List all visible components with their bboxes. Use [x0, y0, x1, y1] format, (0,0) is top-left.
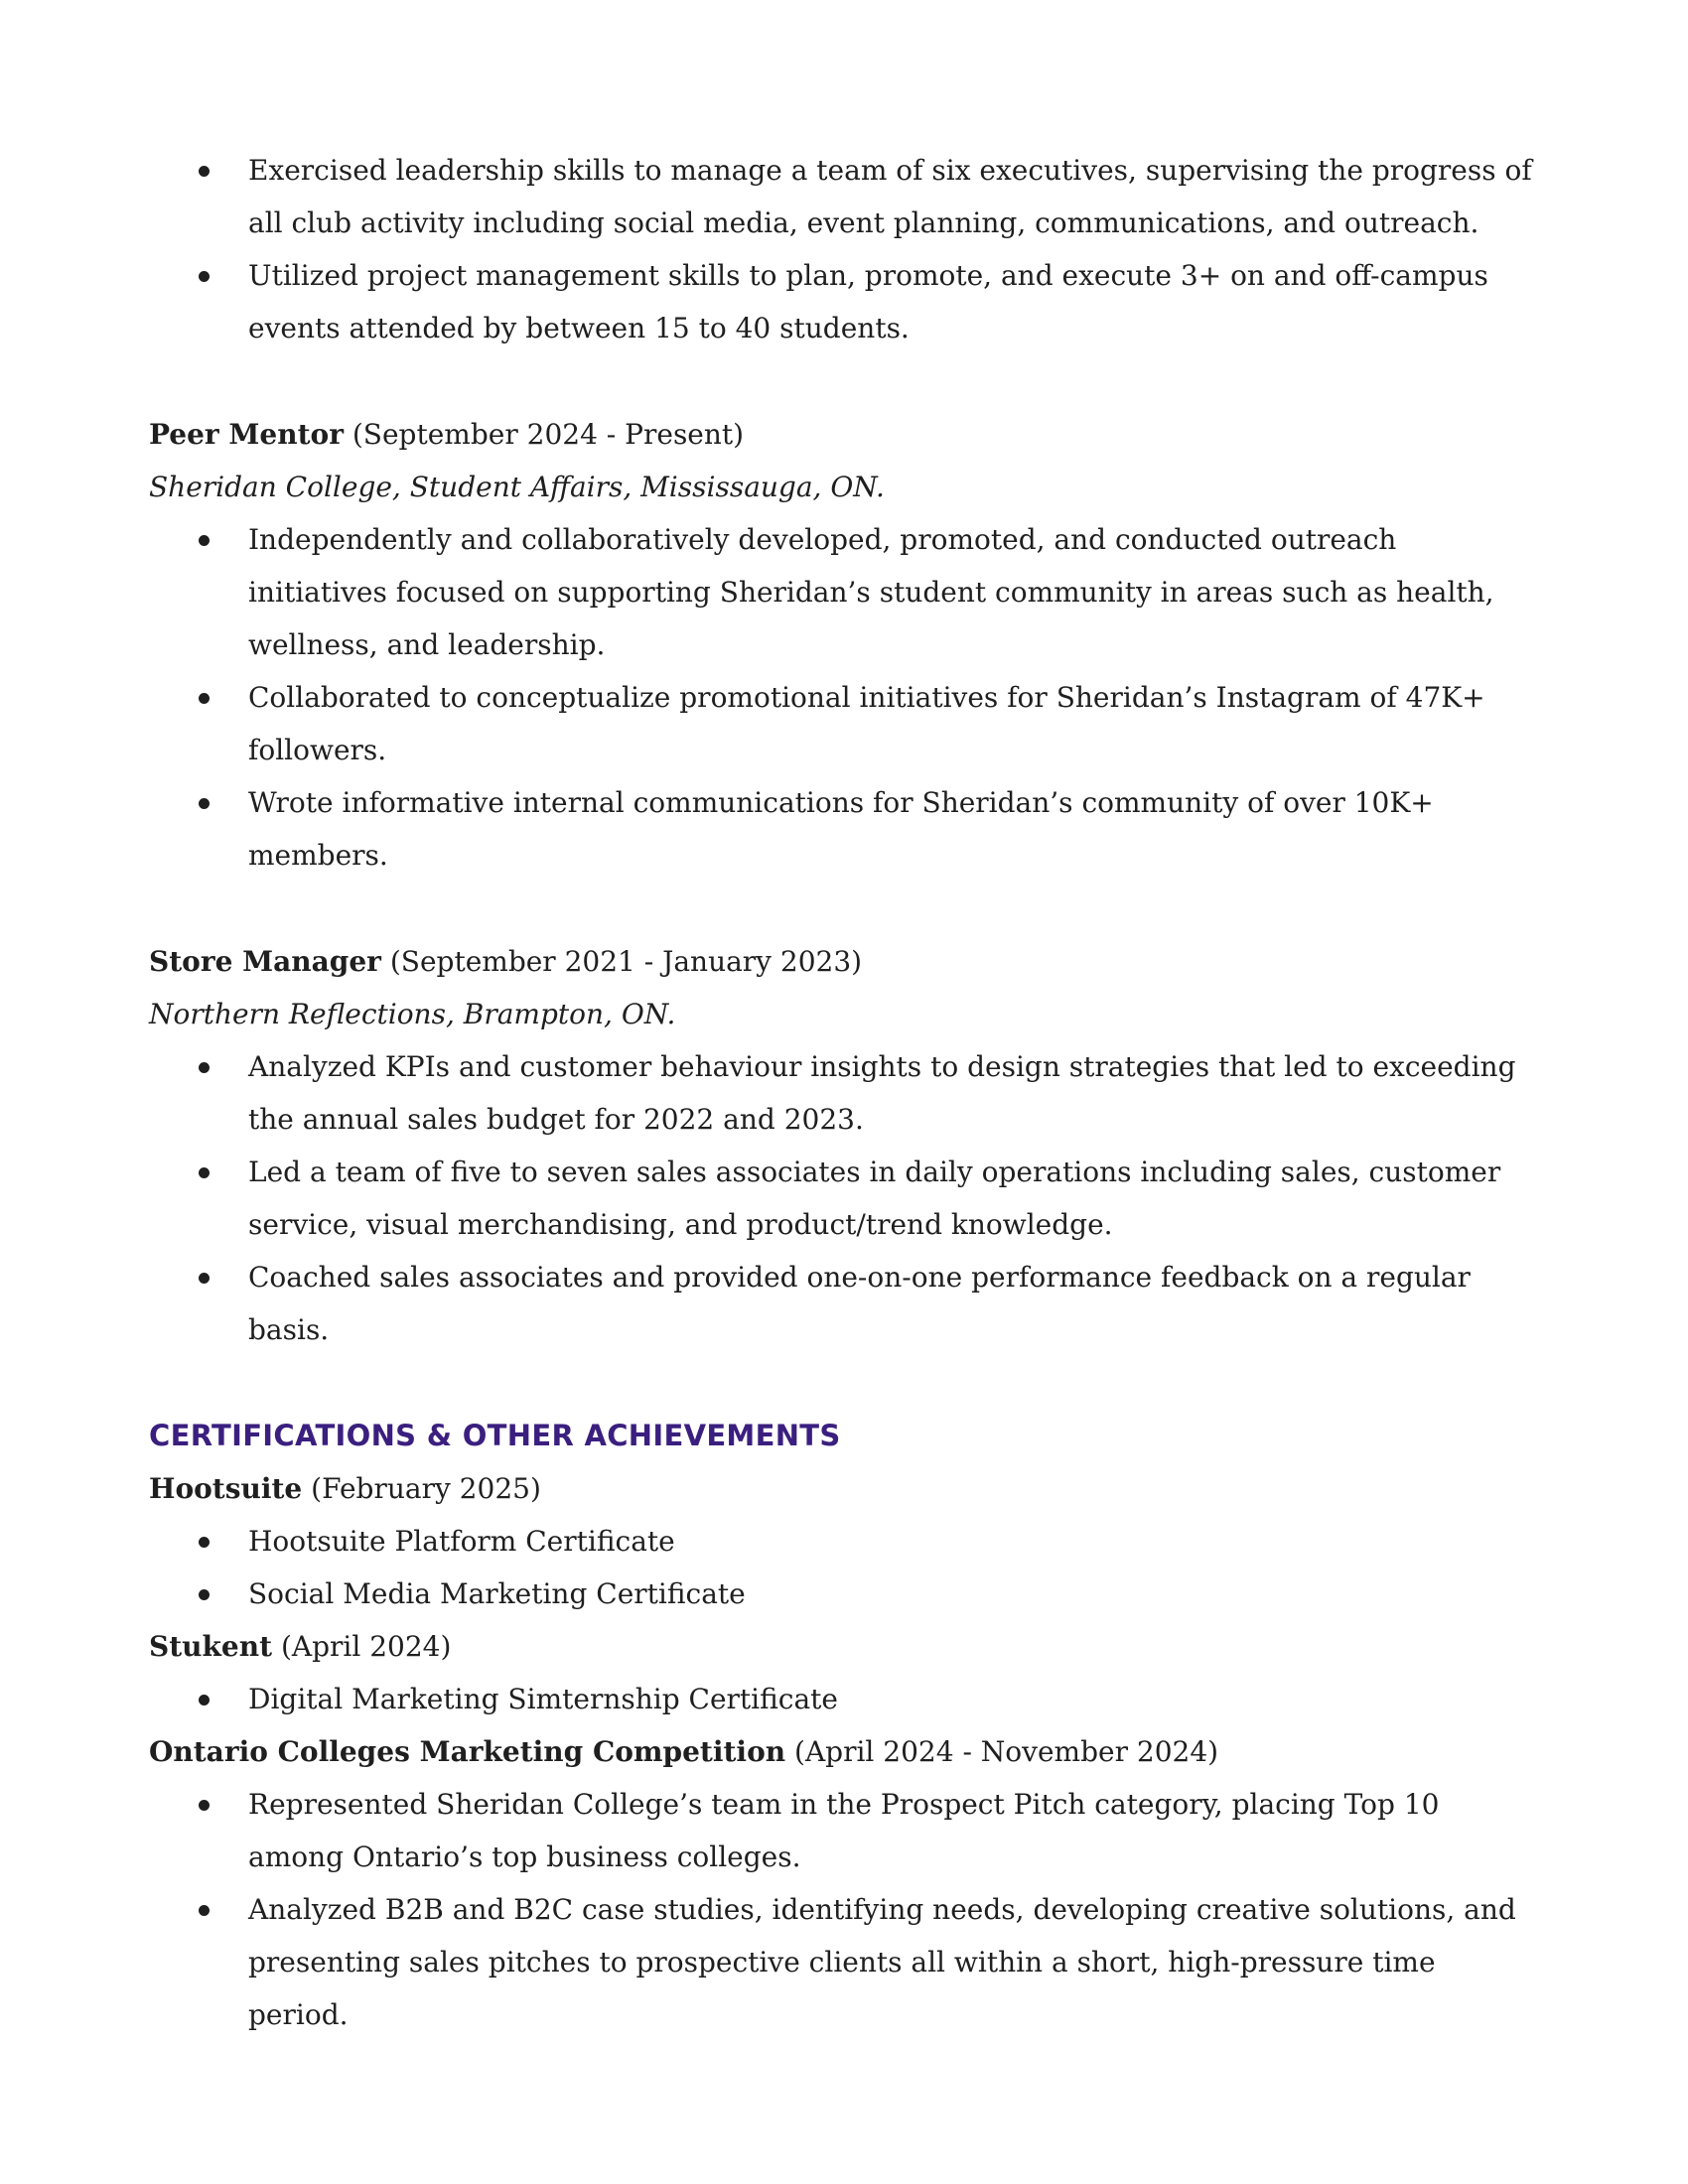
bullet-text: Hootsuite Platform Certificate — [248, 1525, 675, 1558]
entry-title: Stukent — [149, 1630, 273, 1663]
list-item — [248, 1673, 1539, 1725]
ocmc-bullet-list — [149, 1778, 1539, 2041]
bullet-icon — [199, 166, 210, 177]
list-item — [248, 1251, 1539, 1356]
stukent-entry — [149, 1620, 1539, 1673]
entry-dates: (April 2024) — [280, 1630, 452, 1663]
bullet-icon — [199, 271, 210, 282]
store-manager-bullet-list — [149, 1040, 1539, 1356]
store-manager-role — [149, 935, 1539, 988]
bullet-text: Exercised leadership skills to manage a team of six executives, supervising the progress of all club activity including social media, event planning, communications, and outreach. — [248, 154, 1532, 239]
entry-dates: (February 2025) — [311, 1472, 541, 1505]
entry-dates: (April 2024 - November 2024) — [794, 1735, 1219, 1768]
list-item — [248, 1040, 1539, 1146]
list-item — [248, 671, 1539, 776]
list-item — [248, 1568, 1539, 1620]
bullet-text: Led a team of five to seven sales associates in daily operations including sales, customer service, visual merchandising, and product/trend knowledge. — [248, 1156, 1501, 1241]
role-title: Store Manager — [149, 945, 381, 978]
bullet-text: Collaborated to conceptualize promotional initiatives for Sheridan’s Instagram of 47K+ followers. — [248, 681, 1485, 766]
bullet-icon — [199, 1273, 210, 1284]
bullet-icon — [199, 1905, 210, 1916]
bullet-text: Represented Sheridan College’s team in the Prospect Pitch category, placing Top 10 among Ontario’s top business colleges. — [248, 1788, 1440, 1873]
bullet-text: Coached sales associates and provided one-on-one performance feedback on a regular basis. — [248, 1261, 1471, 1346]
list-item — [248, 1146, 1539, 1251]
stukent-bullet-list — [149, 1673, 1539, 1725]
bullet-icon — [199, 535, 210, 546]
resume-page — [149, 144, 1539, 2041]
peer-mentor-org: Sheridan College, Student Affairs, Mississauga, ON. — [149, 471, 885, 503]
bullet-text: Analyzed KPIs and customer behaviour insights to design strategies that led to exceeding the annual sales budget for 2022 and 2023. — [248, 1050, 1516, 1136]
list-item — [248, 144, 1539, 249]
bullet-icon — [199, 1589, 210, 1600]
list-item — [248, 776, 1539, 882]
list-item — [248, 1515, 1539, 1568]
bullet-icon — [199, 1695, 210, 1706]
certifications-heading: CERTIFICATIONS & OTHER ACHIEVEMENTS — [149, 1419, 841, 1452]
bullet-text: Digital Marketing Simternship Certificate — [248, 1683, 839, 1715]
bullet-text: Wrote informative internal communications for Sheridan’s community of over 10K+ members. — [248, 786, 1434, 872]
role-dates: (September 2021 - January 2023) — [389, 945, 863, 978]
bullet-icon — [199, 1800, 210, 1811]
bullet-icon — [199, 798, 210, 809]
hootsuite-entry — [149, 1462, 1539, 1515]
bullet-icon — [199, 1167, 210, 1178]
ocmc-entry — [149, 1725, 1539, 1778]
bullet-icon — [199, 693, 210, 704]
bullet-text: Utilized project management skills to plan, promote, and execute 3+ on and off-campus events attended by between 15 to 40 students. — [248, 259, 1488, 344]
hootsuite-bullet-list — [149, 1515, 1539, 1620]
list-item — [248, 1883, 1539, 2041]
list-item — [248, 513, 1539, 671]
role-title: Peer Mentor — [149, 418, 344, 451]
bullet-icon — [199, 1537, 210, 1548]
bullet-text: Social Media Marketing Certificate — [248, 1577, 746, 1610]
list-item — [248, 249, 1539, 354]
entry-title: Ontario Colleges Marketing Competition — [149, 1735, 786, 1768]
list-item — [248, 1778, 1539, 1883]
store-manager-org: Northern Reflections, Brampton, ON. — [149, 998, 676, 1030]
bullet-icon — [199, 1062, 210, 1073]
bullet-text: Independently and collaboratively developed, promoted, and conducted outreach initiatives focused on supporting Sheridan’s student community in areas such as health, wellness, and leadership. — [248, 523, 1494, 661]
entry-title: Hootsuite — [149, 1472, 303, 1505]
role-dates: (September 2024 - Present) — [352, 418, 745, 451]
peer-mentor-role — [149, 408, 1539, 461]
peer-mentor-bullet-list — [149, 513, 1539, 882]
club-bullet-list — [149, 144, 1539, 354]
bullet-text: Analyzed B2B and B2C case studies, identifying needs, developing creative solutions, and presenting sales pitches to prospective clients all within a short, high-pressure time period. — [248, 1893, 1516, 2031]
